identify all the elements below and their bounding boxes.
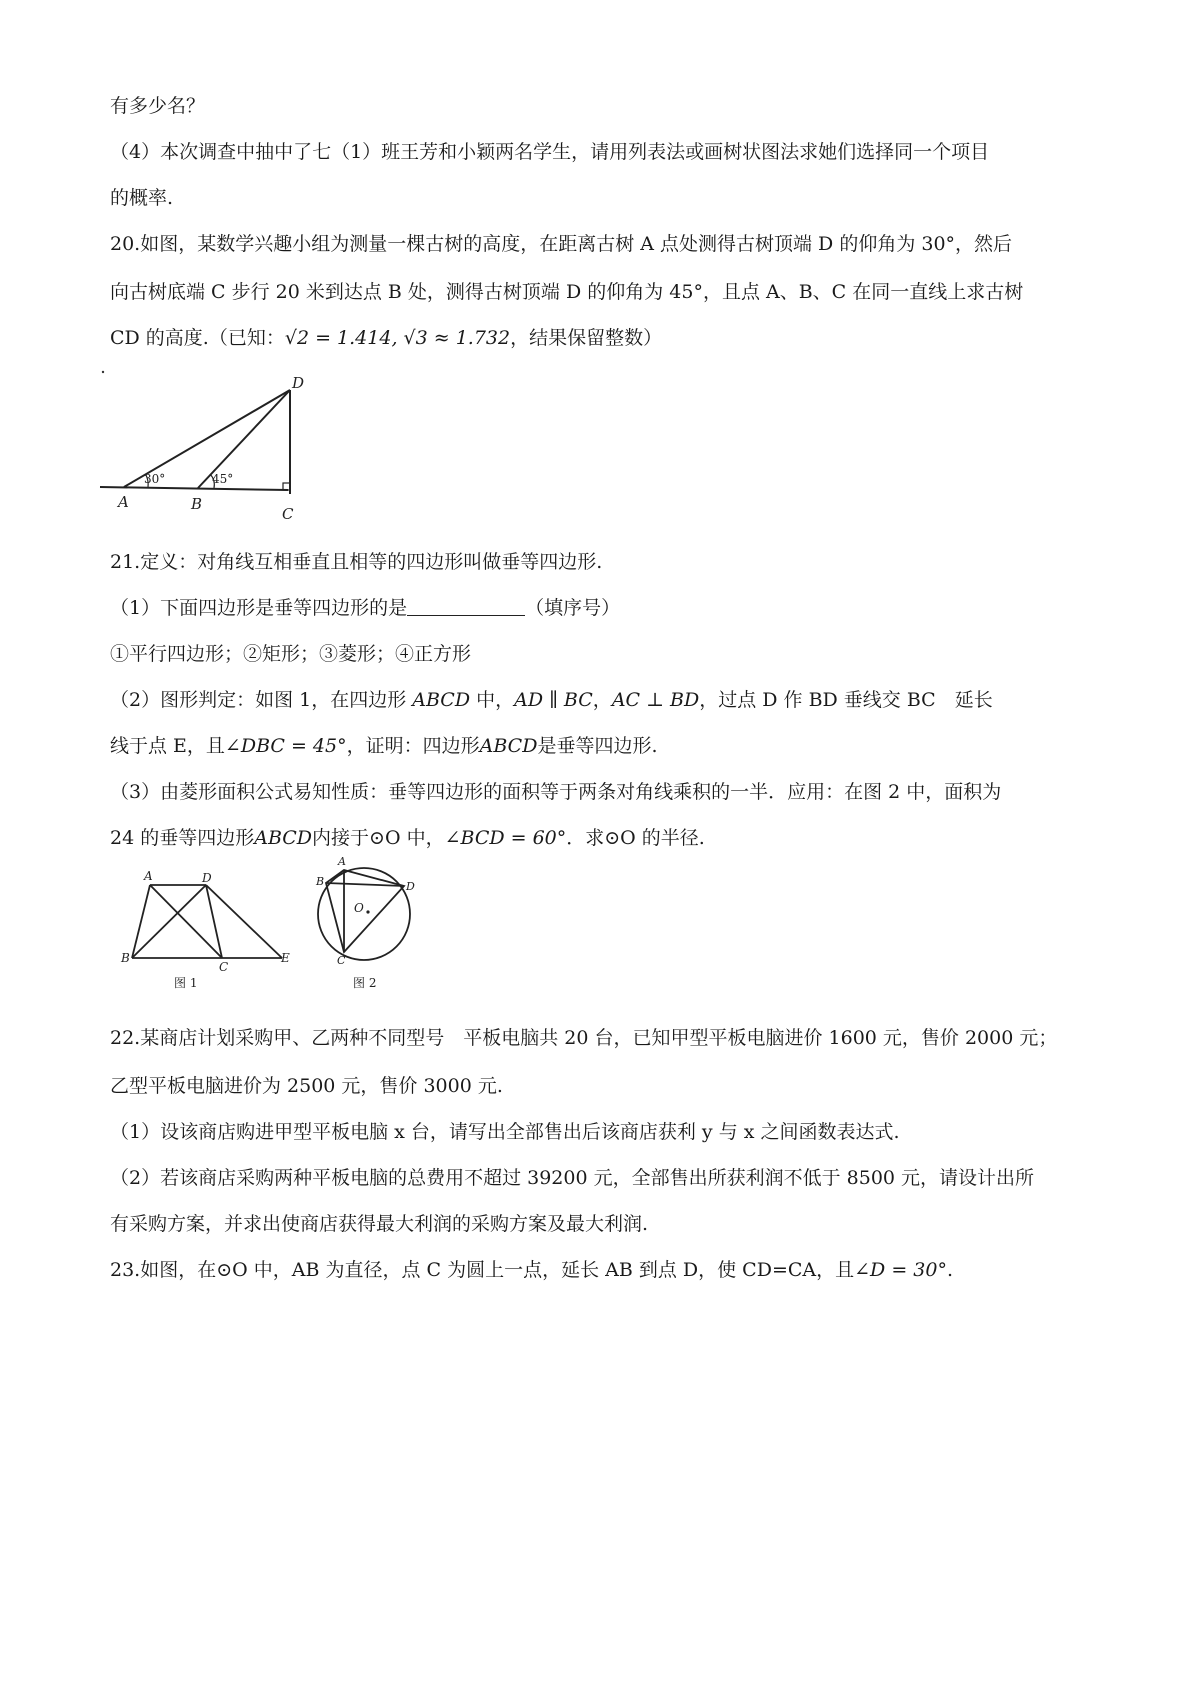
point-label-b: B bbox=[191, 495, 203, 513]
text-line: 有多少名？ bbox=[110, 95, 206, 117]
tree-height-figure bbox=[98, 362, 308, 522]
text-line: （3）由菱形面积公式易知性质：垂等四边形的面积等于两条对角线乘积的一半．应用：在图 2 中，面积为 bbox=[110, 781, 1002, 803]
text-line: 24 的垂等四边形ABCD内接于⊙O 中，∠BCD = 60°．求⊙O 的半径. bbox=[110, 827, 705, 849]
answer-blank bbox=[407, 597, 525, 616]
point-label-b: B bbox=[121, 951, 130, 965]
point-label-e: E bbox=[281, 951, 290, 965]
text-line: （1）下面四边形是垂等四边形的是 （填序号） bbox=[110, 597, 621, 619]
question-20: 20.如图，某数学兴趣小组为测量一棵古树的高度，在距离古树 A 点处测得古树顶端 D 的仰角为 30°，然后 bbox=[110, 233, 1013, 255]
text-line: （4）本次调查中抽中了七（1）班王芳和小颖两名学生，请用列表法或画树状图法求她们选择同一个项目 bbox=[110, 141, 990, 163]
text-line: 向古树底端 C 步行 20 米到达点 B 处，测得古树顶端 D 的仰角为 45°，且点 A、B、C 在同一直线上求古树 bbox=[110, 281, 1024, 303]
text-line: ①平行四边形；②矩形；③菱形；④正方形 bbox=[110, 643, 472, 665]
point-label-d: D bbox=[406, 880, 415, 893]
text-line: 有采购方案，并求出使商店获得最大利润的采购方案及最大利润. bbox=[110, 1213, 649, 1235]
point-label-c: C bbox=[337, 954, 346, 967]
text-line: （1）设该商店购进甲型平板电脑 x 台，请写出全部售出后该商店获利 y 与 x 之间函数表达式. bbox=[110, 1121, 900, 1143]
math-expression: √2 = 1.414, √3 ≈ 1.732 bbox=[284, 327, 511, 349]
figure-2 bbox=[308, 852, 428, 994]
point-label-d: D bbox=[292, 374, 305, 392]
figure-1 bbox=[118, 868, 298, 998]
text-line: （2）若该商店采购两种平板电脑的总费用不超过 39200 元，全部售出所获利润不低于 8500 元，请设计出所 bbox=[110, 1167, 1035, 1189]
question-22: 22.某商店计划采购甲、乙两种不同型号 平板电脑共 20 台，已知甲型平板电脑进价 1600 元，售价 2000 元； bbox=[110, 1027, 1058, 1049]
angle-label-30: 30° bbox=[144, 472, 166, 486]
figure-caption: 图 1 bbox=[174, 976, 198, 990]
text-line: 线于点 E，且∠DBC = 45°，证明：四边形ABCD是垂等四边形. bbox=[110, 735, 658, 757]
point-label-a: A bbox=[144, 869, 153, 883]
center-label-o: O bbox=[354, 901, 364, 915]
question-23: 23.如图，在⊙O 中，AB 为直径，点 C 为圆上一点，延长 AB 到点 D，使 CD=CA，且∠D = 30°. bbox=[110, 1259, 954, 1281]
point-label-c: C bbox=[282, 505, 294, 522]
figure-caption: 图 2 bbox=[353, 976, 377, 990]
text-line: CD 的高度.（已知：√2 = 1.414, √3 ≈ 1.732，结果保留整数） bbox=[110, 327, 663, 349]
point-label-c: C bbox=[219, 960, 229, 974]
text-line: 乙型平板电脑进价为 2500 元，售价 3000 元. bbox=[110, 1075, 503, 1097]
point-label-a: A bbox=[338, 855, 346, 868]
point-label-b: B bbox=[316, 875, 325, 888]
point-label-d: D bbox=[202, 871, 212, 885]
text-line: 的概率. bbox=[110, 187, 174, 209]
question-21: 21.定义：对角线互相垂直且相等的四边形叫做垂等四边形. bbox=[110, 551, 603, 573]
text-line: （2）图形判定：如图 1，在四边形 ABCD 中，AD ∥ BC，AC ⊥ BD，过点 D 作 BD 垂线交 BC 延长 bbox=[110, 689, 993, 711]
point-label-a: A bbox=[118, 493, 129, 511]
angle-label-45: 45° bbox=[212, 472, 234, 486]
